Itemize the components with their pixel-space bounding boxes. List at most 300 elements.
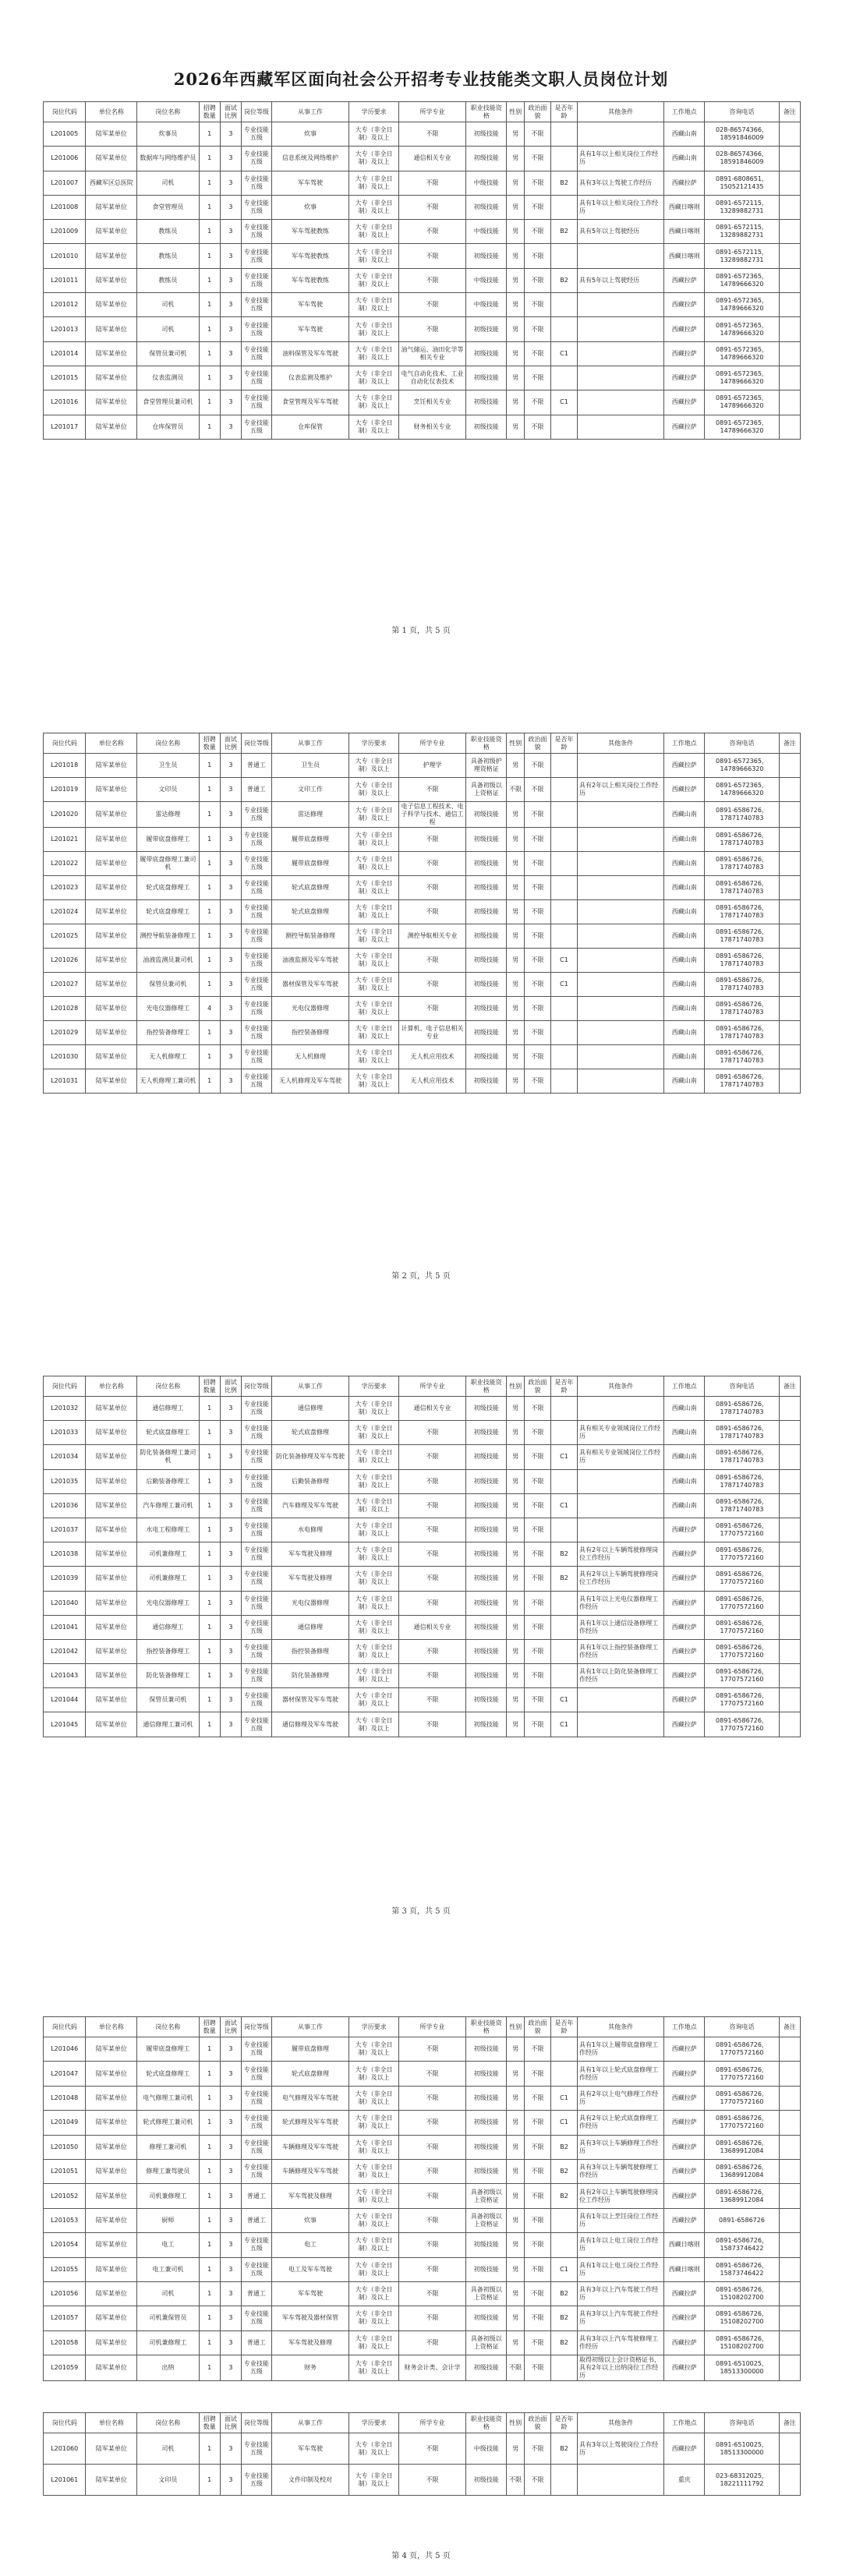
table-cell: 专业技能五级 [242,1639,272,1663]
table-cell: 陆军某单位 [86,317,137,341]
table-cell [779,2433,800,2465]
table-row [44,973,801,997]
table-cell [779,900,800,924]
table-cell [578,1712,664,1737]
table-cell: 不限 [398,195,465,219]
table-cell: C1 [551,1445,578,1469]
table-cell: 023-68312025，18221111792 [705,2465,779,2496]
table-cell: 0891-6586726，17871740783 [705,1397,779,1421]
table-cell: 1 [199,2281,220,2306]
table-cell: 西藏山南 [664,1469,705,1493]
table-cell: 大专（非全日制）及以上 [349,195,399,219]
table-row [44,2159,801,2183]
column-header: 岗位代码 [44,2413,86,2433]
table-cell: L201046 [44,2037,86,2062]
table-cell: 不限 [398,2086,465,2110]
table-cell: L201029 [44,1021,86,1045]
table-cell: L201049 [44,2111,86,2135]
table-cell: 初级技能 [466,2062,507,2086]
table-cell [779,924,800,949]
table-cell: 烹饪相关专业 [398,390,465,415]
table-cell: 陆军某单位 [86,366,137,390]
table-cell: L201043 [44,1664,86,1688]
column-header: 性别 [507,2413,525,2433]
table-cell: 西藏拉萨 [664,293,705,317]
table-cell: 修理工兼驾驶员 [137,2159,199,2183]
table-cell: 指控装备修理工 [137,1021,199,1045]
table-cell: 不限 [524,2330,550,2355]
column-header: 工作地点 [664,102,705,122]
table-cell: 不限 [524,1469,550,1493]
table-cell: 无人机应用技术 [398,1045,465,1069]
table-row [44,949,801,973]
table-cell [779,1712,800,1737]
table-cell: 3 [220,802,241,828]
table-row [44,2257,801,2281]
column-header: 单位名称 [86,1376,137,1397]
table-cell: 西藏拉萨 [664,1518,705,1542]
table-cell: 不限 [524,147,550,171]
table-cell: 专业技能五级 [242,1021,272,1045]
table-cell: 无人机修理工兼司机 [137,1069,199,1094]
table-cell [551,997,578,1021]
table-row [44,1469,801,1493]
column-header: 招聘数量 [199,102,220,122]
table-cell [551,415,578,439]
table-cell: 西藏军区总医院 [86,171,137,195]
table-cell [779,778,800,802]
table-cell: 初级技能 [466,2111,507,2135]
table-cell: 1 [199,171,220,195]
table-cell: 修理工兼司机 [137,2135,199,2159]
table-cell: 男 [507,1045,525,1069]
table-cell: 厨师 [137,2208,199,2232]
table-cell: 不限 [398,2111,465,2135]
table-cell: L201052 [44,2184,86,2208]
table-cell: 大专（非全日制）及以上 [349,1615,399,1639]
table-cell: 3 [220,317,241,341]
table-cell: 0891-6586726，15873746422 [705,2233,779,2257]
table-cell: 0891-6586726，15108202700 [705,2306,779,2330]
table-cell: 男 [507,876,525,900]
table-cell: 初级技能 [466,2037,507,2062]
table-cell: 卫生员 [137,754,199,778]
table-cell: 1 [199,2037,220,2062]
table-cell: 3 [220,2330,241,2355]
table-cell: L201041 [44,1615,86,1639]
table-cell: 大专（非全日制）及以上 [349,1688,399,1712]
table-cell: 0891-6586726 [705,2208,779,2232]
table-cell: 履带底盘修理工 [137,2037,199,2062]
table-cell: 1 [199,2257,220,2281]
table-cell [779,1045,800,1069]
table-cell: 电气自动化技术、工业自动化仪表技术 [398,366,465,390]
table-cell: 无人机应用技术 [398,1069,465,1094]
table-cell: 男 [507,1542,525,1567]
table-cell [551,754,578,778]
table-cell: 专业技能五级 [242,2257,272,2281]
table-cell: 3 [220,1469,241,1493]
table-cell: 1 [199,900,220,924]
table-cell: 指控装备修理工 [137,1639,199,1663]
table-cell: 陆军某单位 [86,2330,137,2355]
table-cell: 轮式修理及军车驾驶 [271,2111,349,2135]
table-cell: 具有2年以上相关岗位工作经历 [578,778,664,802]
table-cell: 不限 [524,802,550,828]
table-cell: 陆军某单位 [86,802,137,828]
table-cell [551,924,578,949]
table-cell: 器材保管及军车驾驶 [271,1688,349,1712]
table-cell: L201028 [44,997,86,1021]
table-header-row [44,733,801,754]
table-page-1 [43,101,801,440]
table-cell: 0891-6586726，17707572160 [705,1567,779,1591]
table-cell: L201026 [44,949,86,973]
table-cell: 专业技能五级 [242,852,272,876]
table-cell: 不限 [524,2355,550,2381]
table-cell [779,802,800,828]
table-cell [779,1591,800,1615]
table-cell: 不限 [507,2465,525,2496]
table-cell [779,2184,800,2208]
table-cell: 0891-6572365，14789666320 [705,778,779,802]
table-cell: 专业技能五级 [242,2062,272,2086]
table-cell: 1 [199,2233,220,2257]
table-cell: 不限 [524,2433,550,2465]
table-cell: 3 [220,2184,241,2208]
table-cell: 陆军某单位 [86,195,137,219]
table-cell: 西藏拉萨 [664,1712,705,1737]
table-cell: 陆军某单位 [86,2306,137,2330]
table-cell: L201006 [44,147,86,171]
table-cell: 初级技能 [466,317,507,341]
table-cell: 西藏拉萨 [664,1567,705,1591]
table-cell: 不限 [524,1518,550,1542]
table-cell: 大专（非全日制）及以上 [349,1712,399,1737]
column-header: 所学专业 [398,733,465,754]
table-cell: 陆军某单位 [86,390,137,415]
table-cell: 中级技能 [466,293,507,317]
table-cell: 通信修理工 [137,1615,199,1639]
table-cell: 电工 [137,2233,199,2257]
column-header: 备注 [779,733,800,754]
table-cell: 陆军某单位 [86,2037,137,2062]
table-cell: 1 [199,2184,220,2208]
column-header: 性别 [507,102,525,122]
table-cell: 轮式底盘修理 [271,900,349,924]
table-cell: 轮式底盘修理 [271,2062,349,2086]
table-cell: 大专（非全日制）及以上 [349,828,399,852]
table-cell: 1 [199,366,220,390]
table-cell: 1 [199,390,220,415]
table-cell: 1 [199,1567,220,1591]
table-cell [779,1069,800,1094]
table-cell [551,1069,578,1094]
table-cell: 大专（非全日制）及以上 [349,754,399,778]
table-cell: 初级技能 [466,900,507,924]
table-cell: L201034 [44,1445,86,1469]
table-cell: 初级技能 [466,195,507,219]
table-row [44,1397,801,1421]
table-cell: L201044 [44,1688,86,1712]
table-cell: 护理学 [398,754,465,778]
table-cell: 3 [220,1069,241,1094]
table-row [44,754,801,778]
table-cell [779,366,800,390]
table-cell: 大专（非全日制）及以上 [349,1542,399,1567]
column-header: 备注 [779,2017,800,2037]
table-cell: 防化装备修理及军车驾驶 [271,1445,349,1469]
table-cell: 不限 [524,997,550,1021]
table-cell: L201017 [44,415,86,439]
table-cell: L201039 [44,1567,86,1591]
table-cell: 男 [507,2306,525,2330]
table-cell: 1 [199,2135,220,2159]
table-cell: 器材保管及军车驾驶 [271,973,349,997]
table-cell: 男 [507,852,525,876]
column-header: 其他条件 [578,1376,664,1397]
table-header-row [44,2017,801,2037]
table-cell: 男 [507,293,525,317]
table-cell: 西藏拉萨 [664,317,705,341]
table-cell: 3 [220,2086,241,2110]
table-cell: 不限 [524,2233,550,2257]
table-cell: 大专（非全日制）及以上 [349,2330,399,2355]
table-cell: 1 [199,1045,220,1069]
table-cell: 西藏山南 [664,900,705,924]
table-cell: 西藏拉萨 [664,1591,705,1615]
table-cell: 陆军某单位 [86,1445,137,1469]
table-cell: 男 [507,195,525,219]
table-cell: 油液监测及军车驾驶 [271,949,349,973]
table-cell [578,122,664,147]
table-cell: 专业技能五级 [242,876,272,900]
table-cell: 专业技能五级 [242,924,272,949]
table-cell [551,1639,578,1663]
column-header: 咨询电话 [705,2413,779,2433]
table-row [44,1518,801,1542]
column-header: 所学专业 [398,102,465,122]
table-cell [779,1615,800,1639]
table-cell [779,244,800,268]
table-cell: 男 [507,949,525,973]
table-cell: 不限 [524,2111,550,2135]
table-row [44,876,801,900]
table-cell: 大专（非全日制）及以上 [349,1021,399,1045]
table-cell: 初级技能 [466,924,507,949]
table-cell: 不限 [524,1688,550,1712]
table-cell [578,973,664,997]
table-cell: 1 [199,268,220,292]
table-cell: 陆军某单位 [86,2208,137,2232]
table-cell: B2 [551,1567,578,1591]
table-cell: 不限 [524,900,550,924]
column-header: 政治面貌 [524,2413,550,2433]
table-cell [551,1421,578,1445]
table-cell: 大专（非全日制）及以上 [349,2257,399,2281]
table-cell: 专业技能五级 [242,2465,272,2496]
table-cell [578,900,664,924]
table-cell: 1 [199,122,220,147]
table-cell: 大专（非全日制）及以上 [349,1421,399,1445]
table-cell: 西藏拉萨 [664,2281,705,2306]
table-cell: L201060 [44,2433,86,2465]
table-cell: 文印员 [137,2465,199,2496]
table-cell: 西藏拉萨 [664,2062,705,2086]
column-header: 岗位等级 [242,2413,272,2433]
table-cell: 1 [199,1469,220,1493]
table-cell: L201030 [44,1045,86,1069]
table-cell: 西藏山南 [664,1397,705,1421]
table-cell: 不限 [398,2306,465,2330]
table-cell: 3 [220,1712,241,1737]
table-cell: 普通工 [242,2330,272,2355]
table-cell: 司机兼修理工 [137,2184,199,2208]
table-cell: 3 [220,2233,241,2257]
table-cell: 大专（非全日制）及以上 [349,900,399,924]
table-cell: 大专（非全日制）及以上 [349,415,399,439]
table-cell: C1 [551,341,578,366]
table-cell: L201019 [44,778,86,802]
table-cell: 不限 [398,2257,465,2281]
table-cell: 西藏拉萨 [664,2159,705,2183]
table-cell [779,415,800,439]
table-row [44,2306,801,2330]
table-cell: 3 [220,244,241,268]
table-cell: 0891-6586726，17871740783 [705,1445,779,1469]
table-cell [779,2330,800,2355]
table-cell: 1 [199,244,220,268]
table-row [44,2086,801,2110]
table-cell: 炊事 [271,195,349,219]
table-cell: 陆军某单位 [86,1469,137,1493]
table-cell: 大专（非全日制）及以上 [349,341,399,366]
table-cell: 初级技能 [466,244,507,268]
table-cell: 陆军某单位 [86,2257,137,2281]
table-cell: 保管员兼司机 [137,973,199,997]
table-cell: 不限 [524,1615,550,1639]
table-cell [779,268,800,292]
table-cell: L201061 [44,2465,86,2496]
table-cell: 重庆 [664,2465,705,2496]
table-cell [779,220,800,244]
table-cell: 1 [199,1397,220,1421]
table-cell: 初级技能 [466,2159,507,2183]
table-cell: 雷达修理 [271,802,349,828]
table-cell: 不限 [524,876,550,900]
table-cell: 通信修理 [271,1397,349,1421]
table-cell: 西藏日喀则 [664,195,705,219]
column-header: 所学专业 [398,2017,465,2037]
table-cell: 初级技能 [466,949,507,973]
table-cell: B2 [551,2281,578,2306]
table-row [44,244,801,268]
column-header: 是否年龄 [551,2017,578,2037]
table-cell [779,2257,800,2281]
table-cell: 大专（非全日制）及以上 [349,2086,399,2110]
table-cell: 3 [220,1518,241,1542]
table-cell: 汽车修理工兼司机 [137,1493,199,1518]
table-cell: 男 [507,2433,525,2465]
table-cell: 0891-6586726，17871740783 [705,1469,779,1493]
table-cell [551,147,578,171]
table-cell [551,317,578,341]
table-cell: 轮式底盘修理工 [137,876,199,900]
table-cell: 陆军某单位 [86,2184,137,2208]
table-cell: 3 [220,1021,241,1045]
table-cell: 男 [507,1397,525,1421]
table-cell: 轮式底盘修理 [271,1421,349,1445]
table-cell: 0891-6586726，15108202700 [705,2281,779,2306]
table-cell: 陆军某单位 [86,1397,137,1421]
table-row [44,147,801,171]
table-cell: 专业技能五级 [242,341,272,366]
table-cell: 军车驾驶及修理 [271,1567,349,1591]
table-cell: 不限 [524,390,550,415]
table-cell: 西藏山南 [664,1045,705,1069]
table-cell: 4 [199,997,220,1021]
table-cell: 西藏山南 [664,876,705,900]
table-cell: 大专（非全日制）及以上 [349,171,399,195]
table-cell: 通信修理工兼司机 [137,1712,199,1737]
table-cell: 不限 [524,1493,550,1518]
table-cell: L201027 [44,973,86,997]
table-cell: 不限 [524,171,550,195]
table-cell: 初级技能 [466,1493,507,1518]
table-cell: 0891-6572115，13289882731 [705,195,779,219]
table-cell: 陆军某单位 [86,293,137,317]
table-cell [578,1518,664,1542]
column-header: 岗位代码 [44,2017,86,2037]
table-cell [779,341,800,366]
table-cell: C1 [551,2111,578,2135]
table-cell: L201056 [44,2281,86,2306]
table-cell [551,1397,578,1421]
table-cell: 普通工 [242,2281,272,2306]
table-cell: 不限 [398,778,465,802]
table-cell: 大专（非全日制）及以上 [349,2135,399,2159]
table-cell [779,2281,800,2306]
column-header: 政治面貌 [524,1376,550,1397]
table-cell: 1 [199,876,220,900]
table-cell: 3 [220,2208,241,2232]
table-cell: 陆军某单位 [86,949,137,973]
table-cell: 不限 [398,973,465,997]
table-row [44,2111,801,2135]
table-cell: B2 [551,2306,578,2330]
table-cell [779,2355,800,2381]
table-cell: 专业技能五级 [242,1493,272,1518]
table-cell: 不限 [398,2159,465,2183]
table-row [44,1688,801,1712]
column-header: 备注 [779,1376,800,1397]
table-cell [779,1469,800,1493]
table-cell [779,2135,800,2159]
table-cell: 不限 [398,1421,465,1445]
column-header: 单位名称 [86,102,137,122]
table-cell [551,1021,578,1045]
table-cell: 不限 [524,366,550,390]
table-row [44,341,801,366]
table-cell: 0891-6572115，13289882731 [705,220,779,244]
table-cell: L201054 [44,2233,86,2257]
table-cell: 数据库与网络维护员 [137,147,199,171]
table-cell: 通信修理工 [137,1397,199,1421]
column-header: 面试比例 [220,2017,241,2037]
table-cell: 不限 [398,2465,465,2496]
table-cell: L201018 [44,754,86,778]
table-cell: 陆军某单位 [86,220,137,244]
